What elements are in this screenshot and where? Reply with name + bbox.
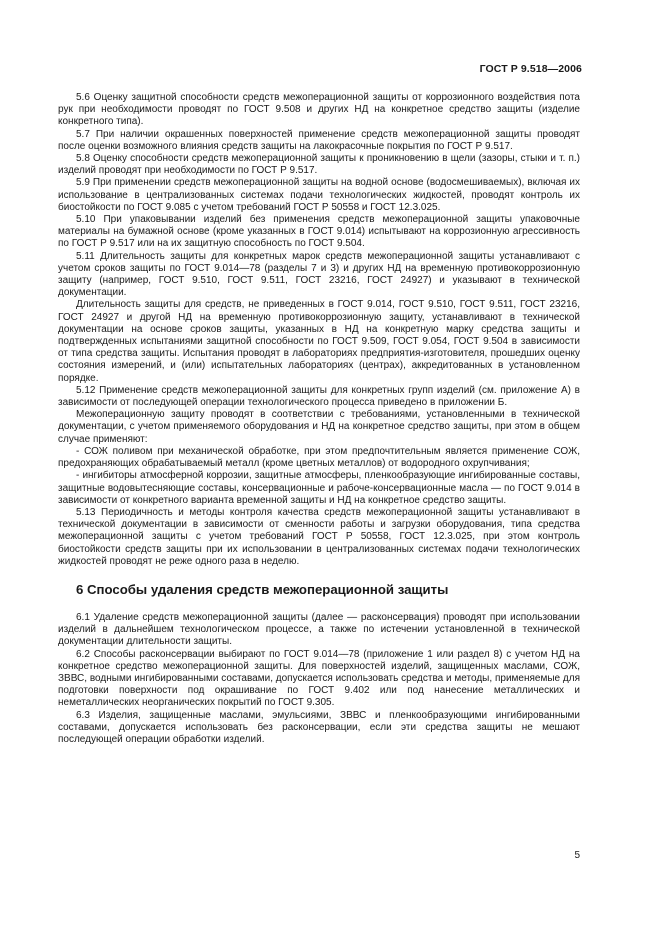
document-header: ГОСТ Р 9.518—2006 — [479, 63, 582, 75]
list-item-soj: - СОЖ поливом при механической обработке, при этом предпочтительным является применение СОЖ, предохраняющих обрабатываемый металл (кроме цветных металлов) от водородного охрупчивания; — [58, 445, 580, 470]
document-body — [58, 92, 580, 746]
paragraph-5-12: 5.12 Применение средств межоперационной защиты для конкретных групп изделий (см. приложение А) в зависимости от последующей операции технологического процесса приведено в приложении Б. — [58, 384, 580, 409]
paragraph-5-11: 5.11 Длительность защиты для конкретных марок средств межоперационной защиты устанавливают с учетом сроков защиты по ГОСТ 9.014—78 (разделы 7 и 3) и других НД на временную противокоррозионную защиту (например, ГОСТ 9.510, ГОСТ 9.511, ГОСТ 23216, ГОСТ 24927) и указывают в технической документации. — [58, 250, 580, 299]
paragraph-5-12-intro: Межоперационную защиту проводят в соответствии с требованиями, установленными в технической документации, с учетом применяемого оборудования и НД на конкретное средство защиты, при этом в общем случае применяют: — [58, 409, 580, 445]
paragraph-5-13: 5.13 Периодичность и методы контроля качества средств межоперационной защиты устанавливают в технической документации в зависимости от сменности работы и загрузки оборудования, типа средства межоперационной защиты с учетом требований ГОСТ Р 50558, ГОСТ 12.3.025, при этом контроль биостойкости средств защиты при их использовании в централизованных системах подачи технологических жидкостей проводят не реже одного раза в неделю. — [58, 506, 580, 567]
paragraph-5-11-duration: Длительность защиты для средств, не приведенных в ГОСТ 9.014, ГОСТ 9.510, ГОСТ 9.511, ГОСТ 23216, ГОСТ 24927 и другой НД на временную противокоррозионную защиту, устанавливают в технической документации на основе сроков защиты, указанных в НД на конкретную марку средства защиты и подтвержденных испытаниями защитной способности по ГОСТ 9.509, ГОСТ 9.054, ГОСТ 9.504 в зависимости от типа средства защиты. Испытания проводят в лабораториях предприятия-изготовителя, прошедших оценку состояния измерений, и (или) испытательных лабораториях (центрах), аккредитованных в установленном порядке. — [58, 299, 580, 384]
list-item-inhibitors: - ингибиторы атмосферной коррозии, защитные атмосферы, пленкообразующие ингибированные составы, защитные водовытесняющие составы, консервационные и рабоче-консервационные масла — по ГОСТ 9.014 в зависимости от конкретного варианта временной защиты и НД на конкретное средство защиты. — [58, 470, 580, 506]
paragraph-5-8: 5.8 Оценку способности средств межоперационной защиты к проникновению в щели (зазоры, стыки и т. п.) изделий проводят при необходимости по ГОСТ Р 9.517. — [58, 153, 580, 177]
paragraph-5-9: 5.9 При применении средств межоперационной защиты на водной основе (водосмешиваемых), включая их использование в централизованных системах подачи технологических жидкостей, проводят контроль их биостойкости по ГОСТ 9.085 с учетом требований ГОСТ Р 50558 и ГОСТ 12.3.025. — [58, 177, 580, 213]
paragraph-6-2: 6.2 Способы расконсервации выбирают по ГОСТ 9.014—78 (приложение 1 или раздел 8) с учетом НД на конкретное средство межоперационной защиты. Для поверхностей изделий, защищенных маслами, СОЖ, ЗВВС, водными ингибированными составами, допускается использовать средства и методы, применяемые для подготовки поверхности под окрашивание по ГОСТ 9.402 или под нанесение металлических и неметаллических неорганических покрытий по ГОСТ 9.305. — [58, 648, 580, 709]
section-6-title: 6 Способы удаления средств межоперационной защиты — [76, 581, 449, 597]
page-number: 5 — [574, 850, 580, 861]
paragraph-5-10: 5.10 При упаковывании изделий без применения средств межоперационной защиты упаковочные материалы на бумажной основе (кроме указанных в ГОСТ 9.014) испытывают на коррозионную агрессивность по ГОСТ Р 9.517 или на их защитную способность по ГОСТ 9.504. — [58, 214, 580, 250]
paragraph-6-1: 6.1 Удаление средств межоперационной защиты (далее — расконсервация) проводят при использовании изделий в дальнейшем технологическом процессе, а также по истечении установленной в технической документации длительности защиты. — [58, 611, 580, 648]
paragraph-6-3: 6.3 Изделия, защищенные маслами, эмульсиями, ЗВВС и пленкообразующими ингибированными составами, допускается использовать без расконсервации, если эти средства защиты не мешают последующей операции обработки изделий. — [58, 709, 580, 745]
paragraph-5-6: 5.6 Оценку защитной способности средств межоперационной защиты от коррозионного воздействия пота рук при необходимости проводят по ГОСТ 9.508 и других НД на конкретное средство защиты (изделие конкретного типа). — [58, 92, 580, 128]
paragraph-5-7: 5.7 При наличии окрашенных поверхностей применение средств межоперационной защиты проводят после оценки возможного влияния средств защиты на лакокрасочные покрытия по ГОСТ Р 9.517. — [58, 128, 580, 152]
